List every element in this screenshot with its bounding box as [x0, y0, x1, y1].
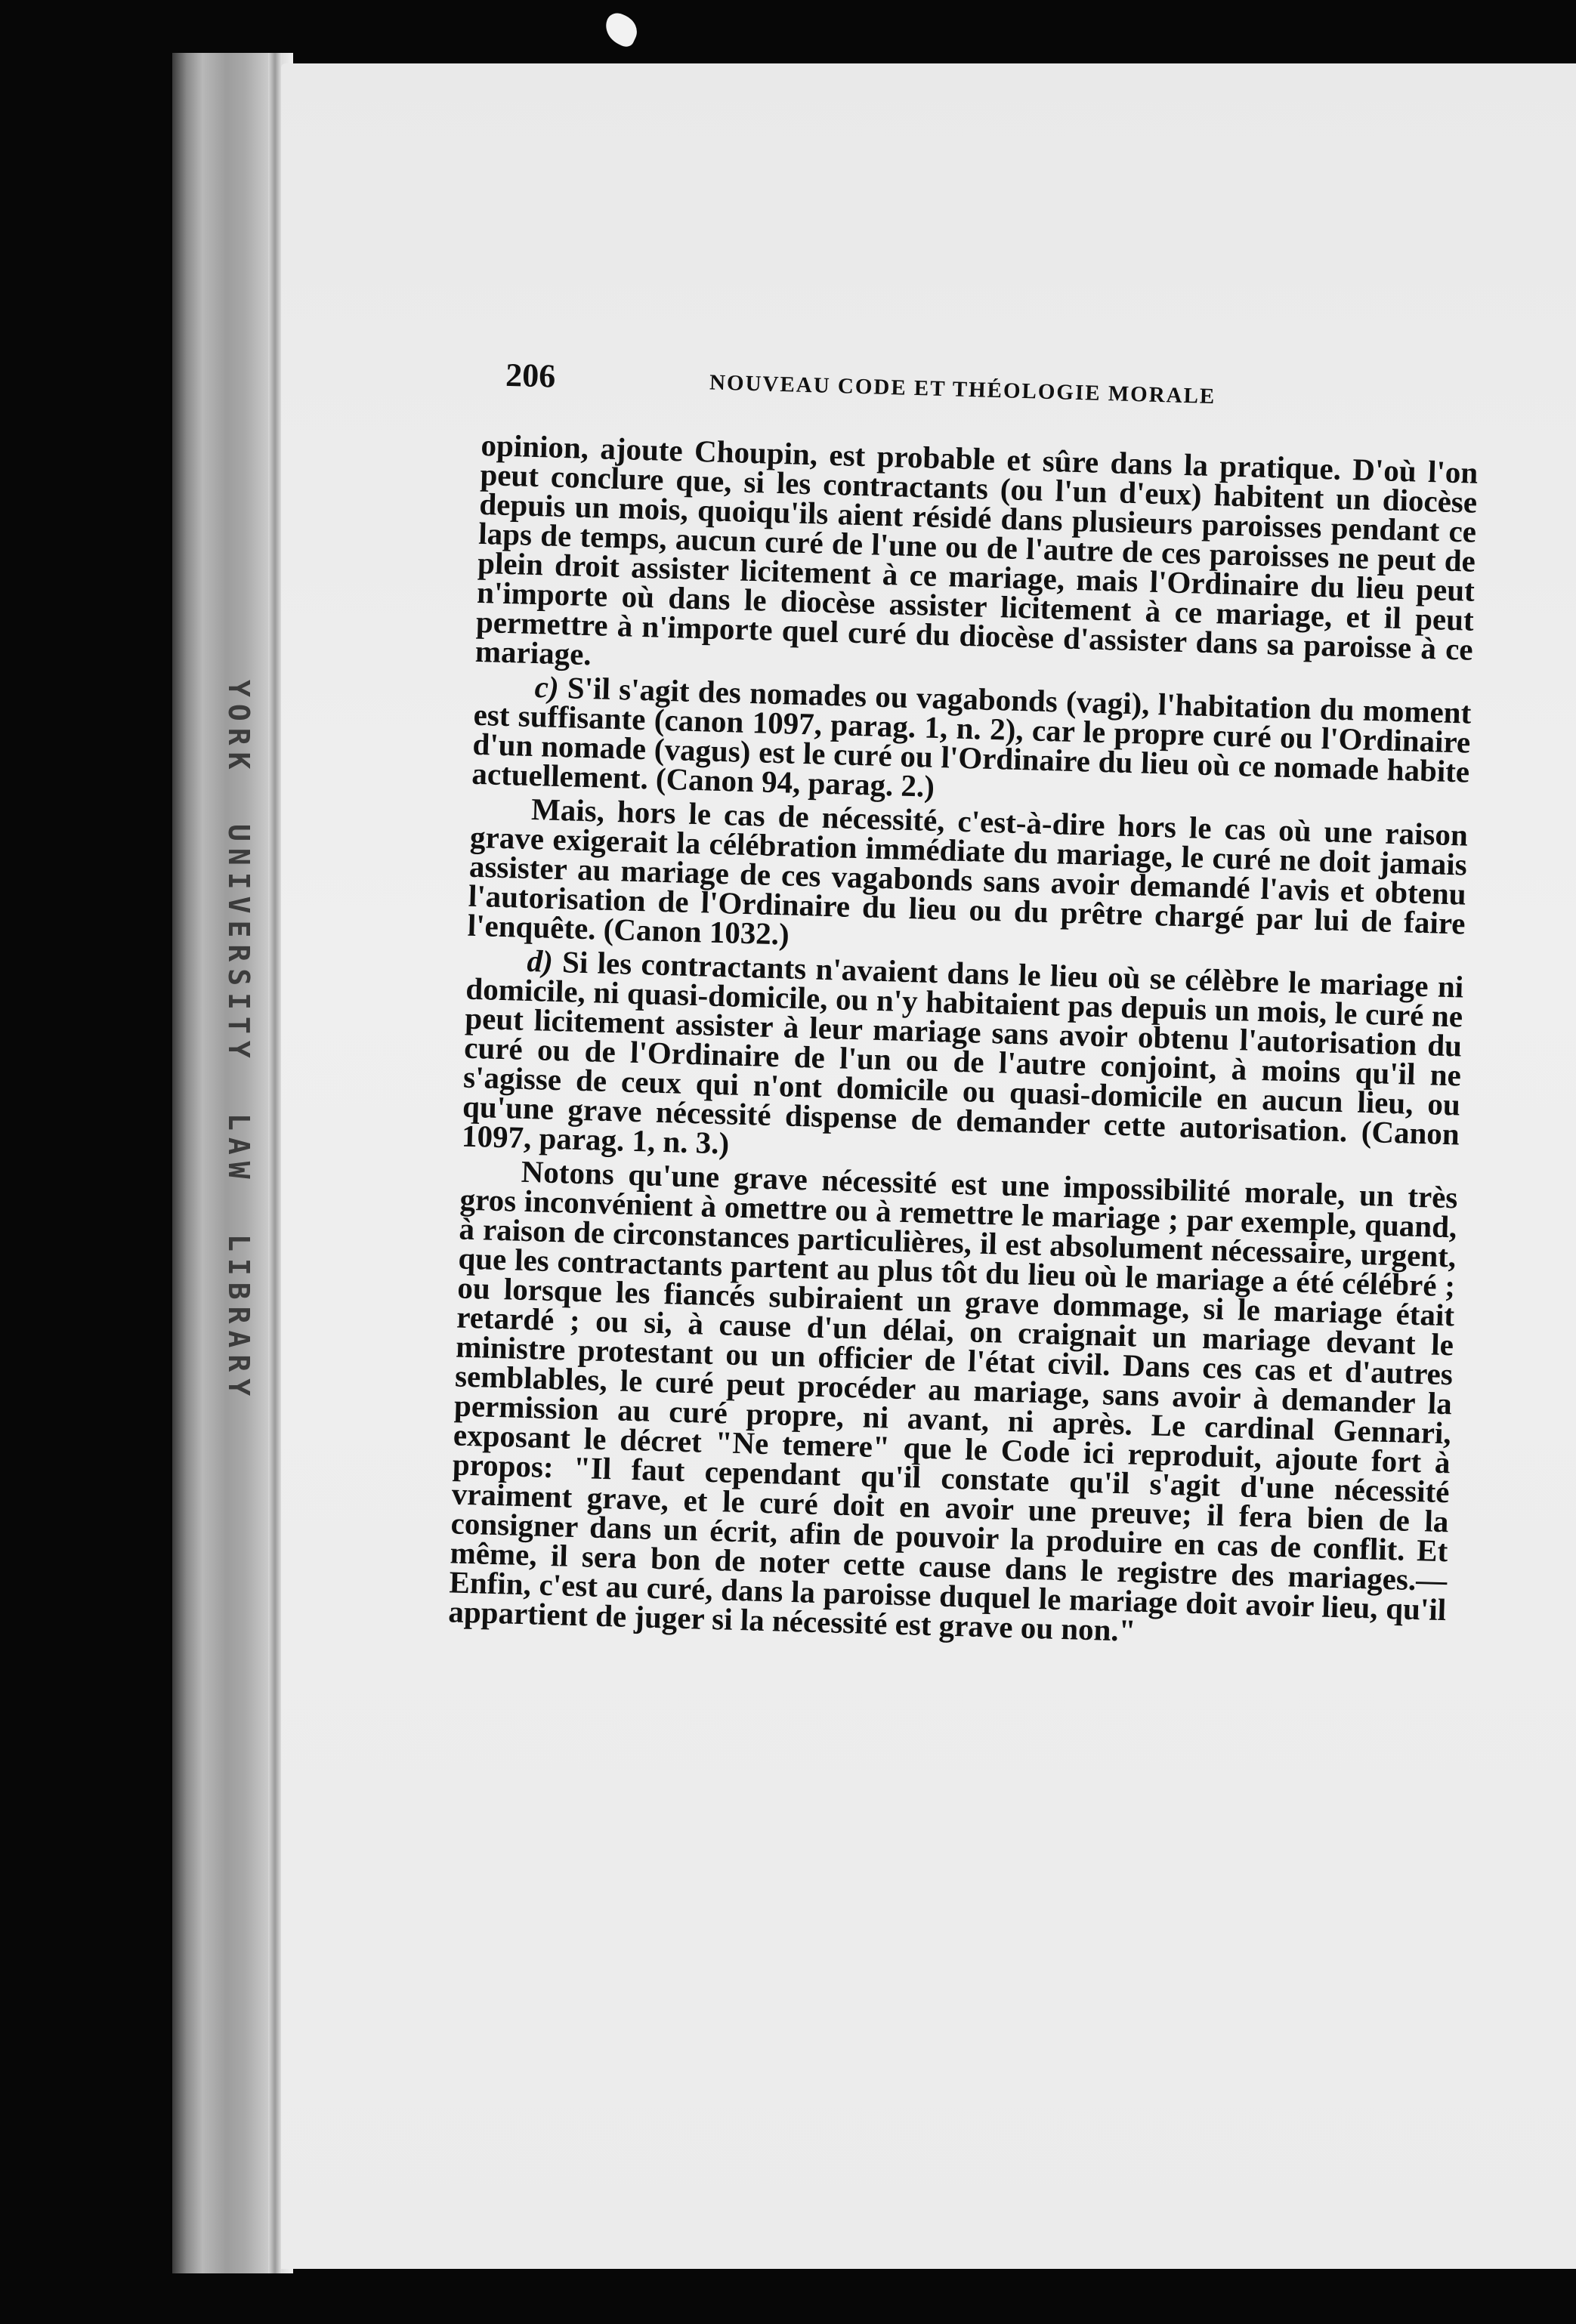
- spine-word: LIBRARY: [222, 1233, 255, 1403]
- spine-word: YORK: [222, 680, 255, 776]
- scan-speck: [600, 9, 642, 49]
- paragraph-text: Si les contractants n'avaient dans le lieu où se célèbre le mariage ni domicile, ni quasi-domicile, ou n'y habitaient pas depuis un mois, le curé ne peut licitement assister à leur mariage sans avoir obtenu l'autorisation du curé ou de l'Ordinaire de l'un ou de l'autre conjoint, à moins qu'il ne s'agisse de ceux qui n'ont domicile ou quasi-domicile en aucun lieu, ou qu'une grave nécessité dispense de demander cette autorisation. (Canon 1097, parag. 1, n. 3.): [461, 943, 1464, 1161]
- running-title: NOUVEAU CODE ET THÉOLOGIE MORALE: [709, 370, 1216, 409]
- body-text: [447, 427, 1479, 1654]
- paragraph-label: d): [526, 943, 554, 979]
- paragraph: [462, 945, 1464, 1179]
- paragraph-text: S'il s'agit des nomades ou vagabonds (vagi), l'habitation du moment est suffisante (canon 1097, parag. 1, n. 2), car le propre curé ou l'Ordinaire d'un nomade (vagus) est le curé ou l'Ordinaire du lieu où ce nomade habite actuellement. (Canon 94, parag. 2.): [471, 669, 1472, 804]
- paragraph: [467, 793, 1468, 968]
- paragraph-text: Mais, hors le cas de nécessité, c'est-à-dire hors le cas où une raison grave exigerait la célébration immédiate du mariage, le curé ne doit jamais assister au mariage de ces vagabonds sans avoir demandé l'avis et obtenu l'autorisation de l'Ordinaire du lieu ou du prêtre chargé par lui de faire l'enquête. (Canon 1032.): [467, 792, 1469, 952]
- paragraph: [447, 1153, 1459, 1655]
- spine-word: LAW: [222, 1113, 255, 1186]
- page-number: 206: [505, 356, 556, 395]
- spine-edge: [268, 53, 282, 2273]
- paragraph-text: Notons qu'une grave nécessité est une impossibilité morale, un très gros inconvénient à omettre ou à remettre le mariage ; par exemple, quand, à raison de circonstances particulières, il est absolument nécessaire, urgent, que les contractants partent au plus tôt du lieu où le mariage a été célébré ; ou lorsque les fiancés subiraient un grave dommage, si le mariage était retardé ; ou si, à cause d'un délai, on craignait un mariage devant le ministre protestant ou un officier de l'état civil. Dans ces cas et d'autres semblables, le curé peut procéder au mariage, sans avoir à demander la permission au curé propre, ni avant, ni après. Le cardinal Gennari, exposant le décret "Ne temere" que le Code ici reproduit, ajoute fort à propos: "Il faut cependant qu'il constate qu'il s'agit d'une nécessité vraiment grave, et le curé doit en avoir une preuve; il fera bien de la consigner dans un écrit, afin de pouvoir la produire en cas de conflit. Et même, il sera bon de noter cette cause dans le registre des mariages.— Enfin, c'est au curé, dans la paroisse duquel le mariage doit avoir lieu, qu'il appartient de juger si la nécessité est grave ou non.": [447, 1153, 1459, 1648]
- page-text-block: [448, 355, 1481, 1659]
- spine-word: UNIVERSITY: [222, 824, 255, 1066]
- paragraph-label: c): [534, 669, 560, 705]
- spine-stamp: [195, 680, 255, 1403]
- paragraph: [474, 427, 1479, 694]
- paragraph-text: opinion, ajoute Choupin, est probable et sûre dans la pratique. D'où l'on peut conclure que, si les contractants (ou l'un d'eux) habitent un diocèse depuis un mois, quoiqu'ils aient résidé dans plusieurs paroisses pendant ce laps de temps, aucun curé de l'une ou de l'autre de ces paroisses ne peut de plein droit assister licitement à ce mariage, mais l'Ordinaire du lieu peut n'importe où dans le diocèse assister licitement à ce mariage, et il peut permettre à n'importe quel curé du diocèse d'assister dans sa paroisse à ce mariage.: [474, 427, 1479, 672]
